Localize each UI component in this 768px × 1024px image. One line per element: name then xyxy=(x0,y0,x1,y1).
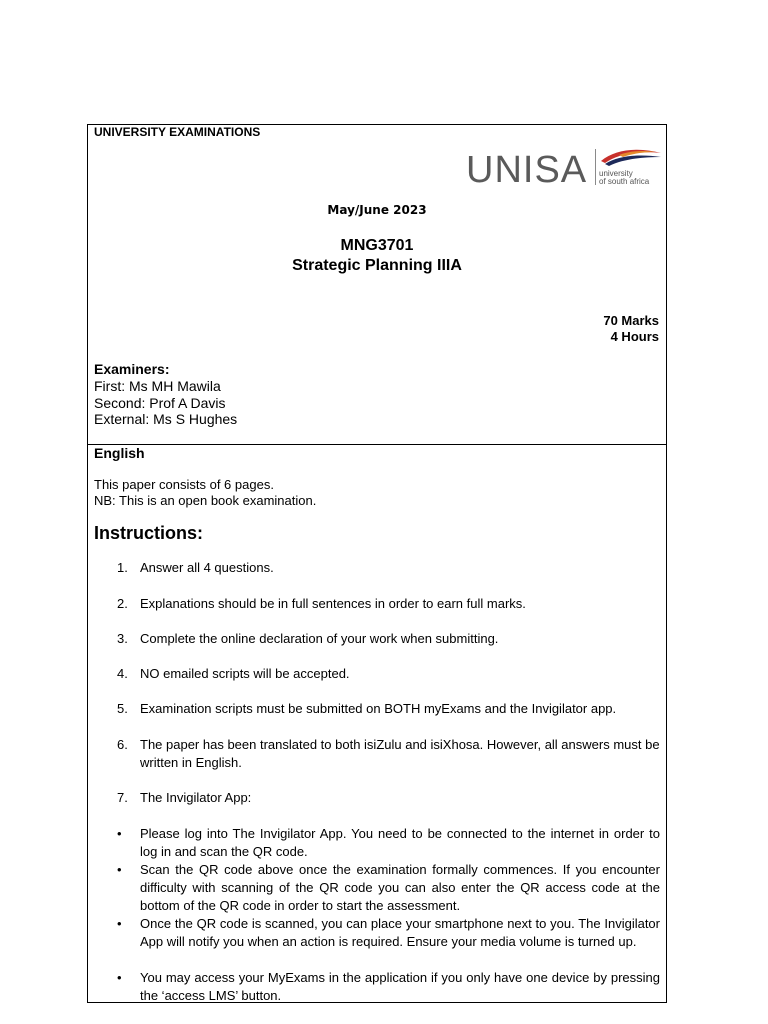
exam-duration: 4 Hours xyxy=(610,329,659,344)
instruction-number: 5. xyxy=(117,701,128,716)
total-marks: 70 Marks xyxy=(603,313,659,328)
examiner-first: First: Ms MH Mawila xyxy=(94,378,221,394)
unisa-logo xyxy=(466,147,662,189)
page-count-note: This paper consists of 6 pages. xyxy=(94,477,274,492)
instructions-cell xyxy=(88,445,666,1002)
logo-wordmark: UNISA xyxy=(466,149,588,191)
exam-session: May/June 2023 xyxy=(327,203,427,217)
bullet-text: Scan the QR code above once the examination formally commences. If you encounter difficulty with scanning of the QR code you can also enter the QR access code at the bottom of the QR code in order to start the assessment. xyxy=(140,862,660,913)
logo-subtitle-line2: of south africa xyxy=(599,177,650,186)
instruction-number: 2. xyxy=(117,596,128,611)
bullet-glyph: • xyxy=(117,970,122,985)
instruction-number: 6. xyxy=(117,737,128,752)
exam-cover-table xyxy=(87,124,667,1003)
instruction-text: NO emailed scripts will be accepted. xyxy=(140,666,350,681)
instruction-text: Answer all 4 questions. xyxy=(140,560,274,575)
course-title: Strategic Planning IIIA xyxy=(292,257,462,274)
logo-subtitle-line1: university xyxy=(599,169,633,178)
logo-swoosh-icon xyxy=(599,147,663,169)
instruction-number: 4. xyxy=(117,666,128,681)
examiner-external: External: Ms S Hughes xyxy=(94,411,238,427)
bullet-text: You may access your MyExams in the application if you only have one device by pressing the ‘access LMS’ button. xyxy=(140,970,660,1003)
instruction-text: The paper has been translated to both isiZulu and isiXhosa. However, all answers must be written in English. xyxy=(140,737,660,770)
instructions-heading: Instructions: xyxy=(94,523,204,543)
course-code: MNG3701 xyxy=(340,237,414,254)
instruction-text: The Invigilator App: xyxy=(140,790,252,805)
examiner-second: Second: Prof A Davis xyxy=(94,395,226,411)
bullet-text: Once the QR code is scanned, you can place your smartphone next to you. The Invigilator App will notify you when an action is required. Ensure your media volume is turned up. xyxy=(140,916,660,949)
instruction-text: Explanations should be in full sentences in order to earn full marks. xyxy=(140,596,526,611)
instruction-number: 7. xyxy=(117,790,128,805)
bullet-text: Please log into The Invigilator App. You need to be connected to the internet in order to log in and scan the QR code. xyxy=(140,826,660,859)
university-examinations-label: UNIVERSITY EXAMINATIONS xyxy=(94,125,261,139)
cover-header-cell xyxy=(88,125,666,445)
examiners-heading: Examiners: xyxy=(94,361,170,377)
open-book-note: NB: This is an open book examination. xyxy=(94,493,317,508)
instruction-number: 3. xyxy=(117,631,128,646)
bullet-glyph: • xyxy=(117,916,122,931)
logo-divider xyxy=(595,149,596,185)
instruction-number: 1. xyxy=(117,560,128,575)
bullet-glyph: • xyxy=(117,862,122,877)
language-label: English xyxy=(94,445,145,461)
bullet-glyph: • xyxy=(117,826,122,841)
instruction-text: Examination scripts must be submitted on BOTH myExams and the Invigilator app. xyxy=(140,701,617,716)
instruction-text: Complete the online declaration of your work when submitting. xyxy=(140,631,499,646)
